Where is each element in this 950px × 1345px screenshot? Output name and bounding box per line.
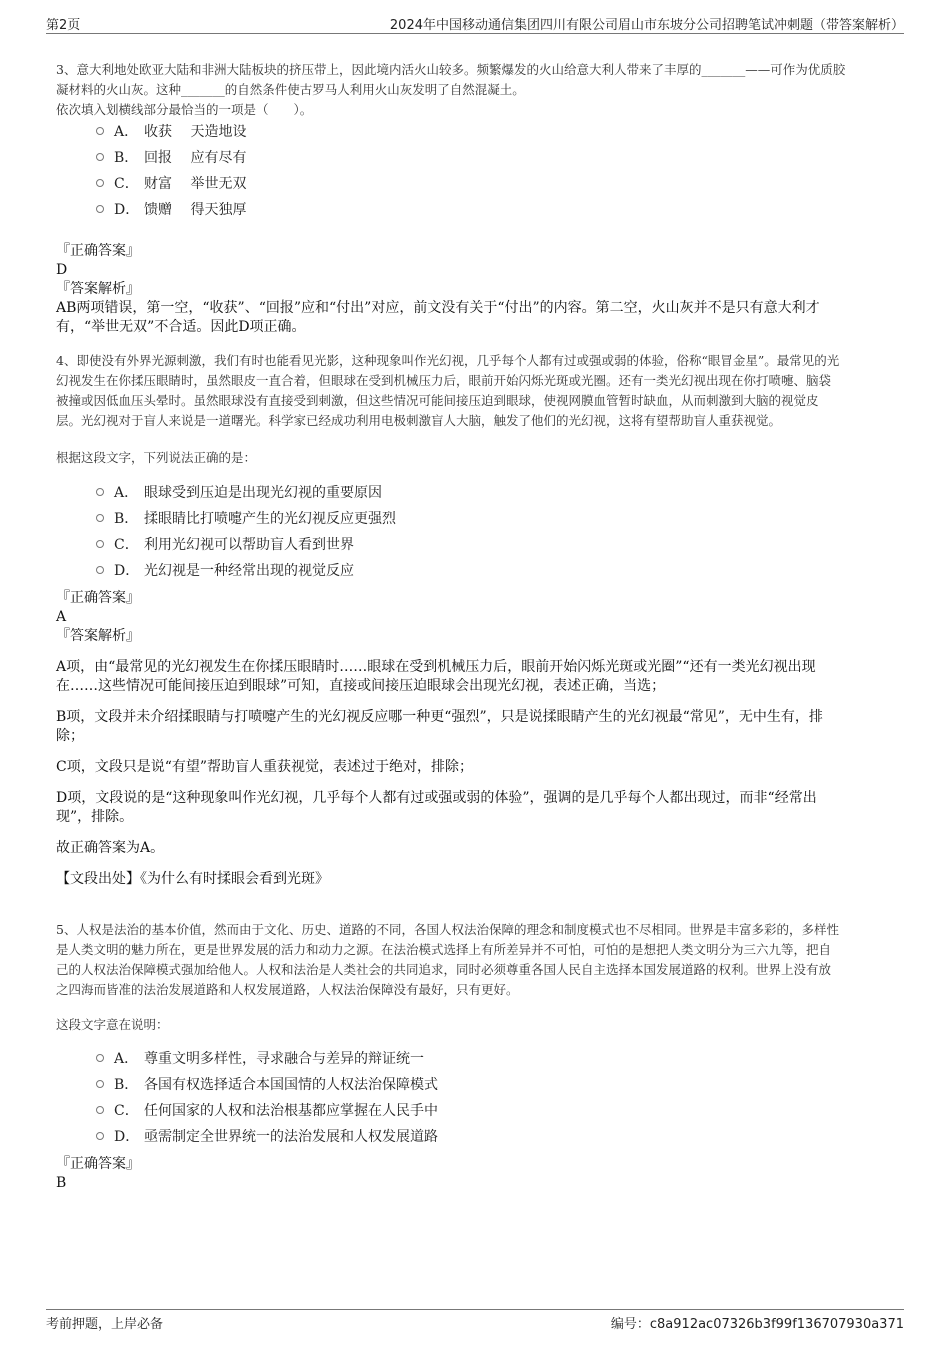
q3-option-b[interactable]: B． 回报 应有尽有	[96, 144, 246, 170]
q4-option-d[interactable]: D． 光幻视是一种经常出现的视觉反应	[96, 557, 396, 583]
q4-line-4: 层。光幻视对于盲人来说是一道曙光。科学家已经成功利用电极刺激盲人大脑，触发了他们的光幻视，这将有望帮助盲人重获视觉。	[56, 413, 782, 428]
document-id: 编号：c8a912ac07326b3f99f136707930a371	[610, 1317, 904, 1332]
q3-answer: D	[56, 262, 68, 278]
radio-icon[interactable]	[96, 566, 104, 574]
radio-icon[interactable]	[96, 1054, 104, 1062]
q3-option-c[interactable]: C． 财富 举世无双	[96, 170, 246, 196]
q3-answer-label: 『正确答案』	[56, 243, 140, 259]
radio-icon[interactable]	[96, 205, 104, 213]
q4-answer-block	[56, 589, 886, 889]
q4-analysis-a-2: 在……这些情况可能间接压迫到眼球”可知，直接或间接压迫眼球会出现光幻视，表述正确，当选；	[56, 678, 666, 694]
document-title: 2024年中国移动通信集团四川有限公司眉山市东坡分公司招聘笔试冲刺题（带答案解析）	[389, 18, 904, 33]
q4-answer-label: 『正确答案』	[56, 590, 140, 606]
q4-answer: A	[56, 609, 67, 625]
q4-prompt: 根据这段文字，下列说法正确的是：	[56, 450, 257, 465]
q5-option-c[interactable]: C． 任何国家的人权和法治根基都应掌握在人民手中	[96, 1097, 438, 1123]
question-4-stem	[56, 351, 896, 431]
radio-icon[interactable]	[96, 488, 104, 496]
q4-analysis-b-1: B项，文段并未介绍揉眼睛与打喷嚏产生的光幻视反应哪一种更“强烈”，只是说揉眼睛产生的光幻视最“常见”，无中生有，排	[56, 709, 823, 725]
q5-option-a[interactable]: A． 尊重文明多样性，寻求融合与差异的辩证统一	[96, 1045, 438, 1071]
radio-icon[interactable]	[96, 127, 104, 135]
q4-analysis-label: 『答案解析』	[56, 628, 140, 644]
header-divider	[46, 33, 904, 34]
footer-divider	[46, 1309, 904, 1310]
question-5-options	[96, 1045, 438, 1149]
q4-line-1: 4、即使没有外界光源刺激，我们有时也能看见光影，这种现象叫作光幻视，几乎每个人都有过或强或弱的体验，俗称“眼冒金星”。最常见的光	[56, 353, 840, 368]
q3-analysis-label: 『答案解析』	[56, 281, 140, 297]
q4-line-3: 被撞或因低血压头晕时。虽然眼球没有直接受到刺激，但这些情况可能间接压迫到眼球，使视网膜血管暂时缺血，从而刺激到大脑的视觉皮	[56, 393, 819, 408]
q4-analysis-c: C项，文段只是说“有望”帮助盲人重获视觉，表述过于绝对，排除；	[56, 759, 474, 775]
radio-icon[interactable]	[96, 179, 104, 187]
q4-line-2: 幻视发生在你揉压眼睛时，虽然眼皮一直合着，但眼球在受到机械压力后，眼前开始闪烁光斑或光圈。还有一类光幻视出现在你打喷嚏、脑袋	[56, 373, 832, 388]
radio-icon[interactable]	[96, 1106, 104, 1114]
page-header	[46, 14, 904, 33]
q5-answer: B	[56, 1175, 67, 1191]
question-3-options	[96, 118, 246, 222]
q5-answer-label: 『正确答案』	[56, 1156, 140, 1172]
question-4-options	[96, 479, 396, 583]
page-footer	[46, 1313, 904, 1332]
radio-icon[interactable]	[96, 1132, 104, 1140]
q4-option-a[interactable]: A． 眼球受到压迫是出现光幻视的重要原因	[96, 479, 396, 505]
q4-analysis-d-2: 现”，排除。	[56, 809, 134, 825]
footer-slogan: 考前押题，上岸必备	[46, 1317, 164, 1332]
q4-analysis-a-1: A项，由“最常见的光幻视发生在你揉压眼睛时……眼球在受到机械压力后，眼前开始闪烁光斑或光圈”“还有一类光幻视出现	[56, 659, 816, 675]
q4-conclusion: 故正确答案为A。	[56, 840, 165, 856]
q5-line-4: 之四海而皆准的法治发展道路和人权发展道路，人权法治保障没有最好，只有更好。	[56, 982, 519, 997]
q3-line-2: 凝材料的火山灰。这种_______的自然条件使古罗马人利用火山灰发明了自然混凝土。	[56, 82, 525, 97]
radio-icon[interactable]	[96, 153, 104, 161]
radio-icon[interactable]	[96, 1080, 104, 1088]
q3-option-a[interactable]: A． 收获 天造地设	[96, 118, 246, 144]
q5-line-1: 5、人权是法治的基本价值，然而由于文化、历史、道路的不同，各国人权法治保障的理念和制度模式也不尽相同。世界是丰富多彩的，多样性	[56, 922, 839, 937]
q5-answer-block	[56, 1155, 886, 1193]
q3-option-d[interactable]: D． 馈赠 得天独厚	[96, 196, 246, 222]
q5-option-d[interactable]: D． 亟需制定全世界统一的法治发展和人权发展道路	[96, 1123, 438, 1149]
question-3-stem	[56, 60, 896, 120]
q5-line-3: 己的人权法治保障模式强加给他人。人权和法治是人类社会的共同追求，同时必须尊重各国人民自主选择本国发展道路的权利。世界上没有放	[56, 962, 832, 977]
q4-source: 【文段出处】《为什么有时揉眼会看到光斑》	[56, 871, 329, 887]
q3-line-3: 依次填入划横线部分最恰当的一项是（ ）。	[56, 102, 313, 117]
radio-icon[interactable]	[96, 514, 104, 522]
q3-analysis-line-1: AB两项错误，第一空，“收获”、“回报”应和“付出”对应，前文没有关于“付出”的内容。第二空，火山灰并不是只有意大利才	[56, 300, 820, 316]
q3-analysis-line-2: 有，“举世无双”不合适。因此D项正确。	[56, 319, 306, 335]
q3-answer-block	[56, 242, 886, 337]
q4-analysis-d-1: D项，文段说的是“这种现象叫作光幻视，几乎每个人都有过或强或弱的体验”，强调的是几乎每个人都出现过，而非“经常出	[56, 790, 817, 806]
q5-line-2: 是人类文明的魅力所在，更是世界发展的活力和动力之源。在法治模式选择上有所差异并不可怕，可怕的是想把人类文明分为三六九等，把自	[56, 942, 832, 957]
q3-line-1: 3、意大利地处欧亚大陆和非洲大陆板块的挤压带上，因此境内活火山较多。频繁爆发的火山给意大利人带来了丰厚的_______——可作为优质胶	[56, 62, 846, 77]
question-5-stem	[56, 920, 896, 1000]
q5-prompt: 这段文字意在说明：	[56, 1017, 169, 1032]
page-number: 第2页	[46, 18, 81, 33]
radio-icon[interactable]	[96, 540, 104, 548]
q5-option-b[interactable]: B． 各国有权选择适合本国国情的人权法治保障模式	[96, 1071, 438, 1097]
q4-option-b[interactable]: B． 揉眼睛比打喷嚏产生的光幻视反应更强烈	[96, 505, 396, 531]
q4-analysis-b-2: 除；	[56, 728, 84, 744]
q4-option-c[interactable]: C． 利用光幻视可以帮助盲人看到世界	[96, 531, 396, 557]
